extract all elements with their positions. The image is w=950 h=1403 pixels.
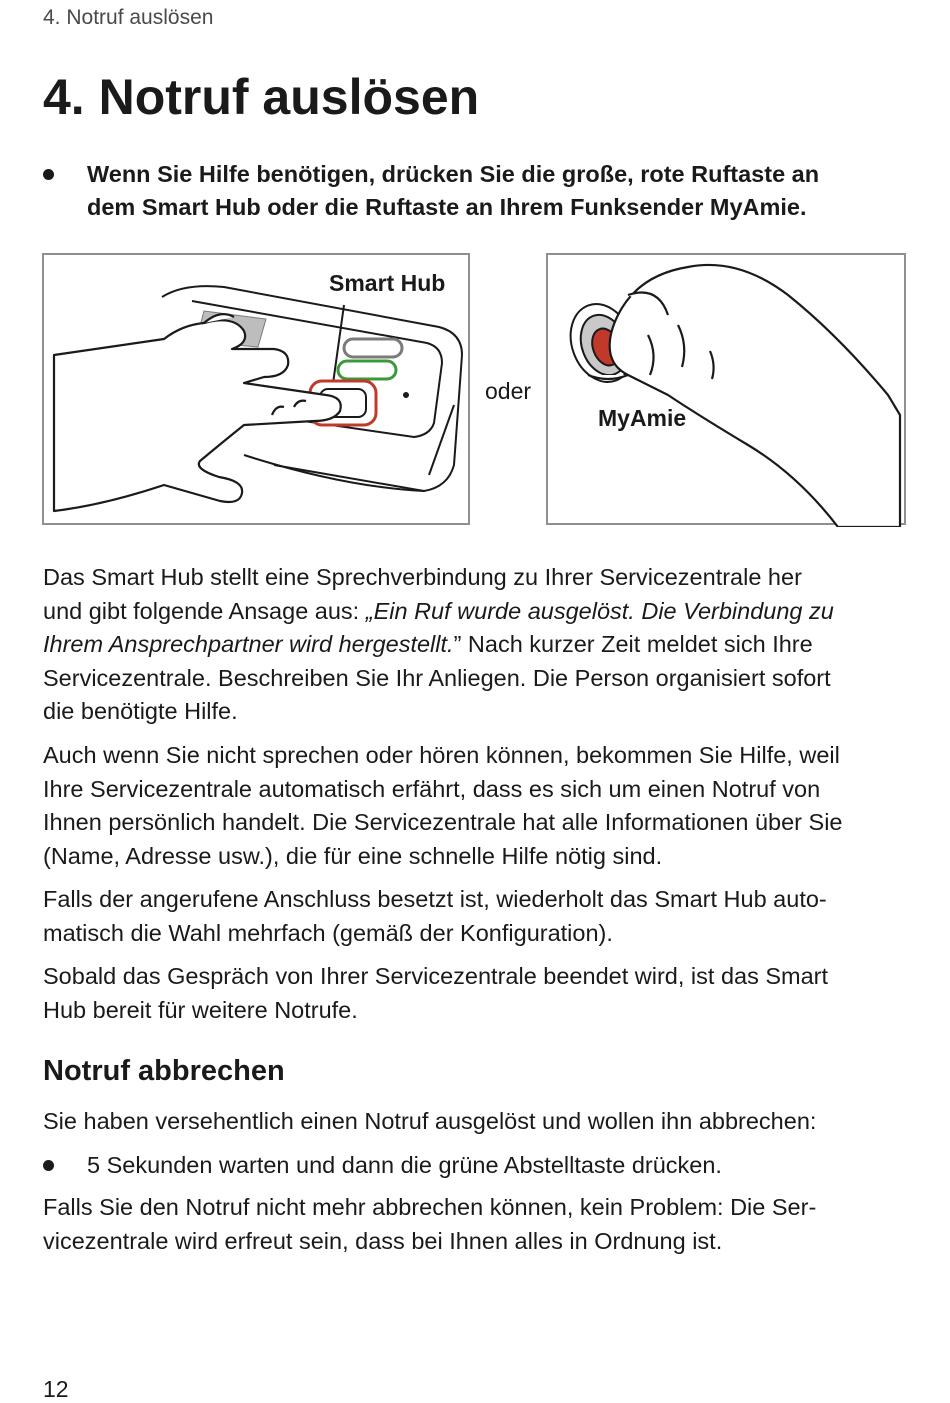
text-line — [43, 595, 908, 629]
myamie-label: MyAmie — [598, 405, 687, 431]
bullet-dot-icon — [43, 1160, 54, 1171]
page-title: 4. Notruf auslösen — [43, 69, 480, 125]
text-line: Ihnen persönlich handelt. Die Servicezentrale hat alle Informationen über Sie — [43, 809, 843, 835]
quote-italic: „Ein Ruf wurde ausgelöst. Die Verbindung zu — [365, 597, 834, 624]
running-head: 4. Notruf auslösen — [43, 6, 214, 29]
cancel-button-icon — [338, 361, 396, 379]
intro-bullet-line: Wenn Sie Hilfe benötigen, drücken Sie die große, rote Ruftaste an — [87, 161, 820, 187]
text-line — [43, 628, 908, 662]
smart-hub-label: Smart Hub — [329, 270, 446, 296]
text-line: Auch wenn Sie nicht sprechen oder hören können, bekommen Sie Hilfe, weil — [43, 742, 840, 768]
cancel-bullet — [43, 1149, 903, 1183]
text-line: Ihre Servicezentrale automatisch erfährt, dass es sich um einen Notruf von — [43, 775, 821, 802]
text-line: Hub bereit für weitere Notrufe. — [43, 996, 358, 1023]
bullet-dot-icon — [43, 169, 54, 180]
text-line: Das Smart Hub stellt eine Sprechverbindung zu Ihrer Servicezentrale her — [43, 564, 802, 590]
paragraph-announcement — [43, 561, 908, 729]
quote-italic: Ihrem Ansprechpartner wird hergestellt. — [43, 631, 454, 657]
cancel-bullet-text: 5 Sekunden warten und dann die grüne Abstelltaste drücken. — [87, 1152, 722, 1178]
text-line: Falls der angerufene Anschluss besetzt ist, wiederholt das Smart Hub auto- — [43, 886, 827, 912]
section-intro: Sie haben versehentlich einen Notruf ausgelöst und wollen ihn abbrechen: — [43, 1108, 817, 1134]
text-span: ” Nach kurzer Zeit meldet sich Ihre — [453, 631, 813, 657]
section-heading: Notruf abbrechen — [43, 1055, 285, 1087]
text-span: und gibt folgende Ansage aus: — [43, 597, 366, 624]
intro-bullet — [43, 158, 903, 224]
text-line: vicezentrale wird erfreut sein, dass bei Ihnen alles in Ordnung ist. — [43, 1227, 723, 1254]
text-line: matisch die Wahl mehrfach (gemäß der Konfiguration). — [43, 919, 613, 946]
text-line: Falls Sie den Notruf nicht mehr abbrechen können, kein Problem: Die Ser- — [43, 1194, 817, 1220]
text-line: die benötigte Hilfe. — [43, 698, 238, 724]
paragraph-busy-line — [43, 883, 908, 950]
text-line: Servicezentrale. Beschreiben Sie Ihr Anliegen. Die Person organisiert sofort — [43, 664, 831, 691]
paragraph-call-end — [43, 960, 908, 1027]
paragraph-cannot-cancel — [43, 1191, 908, 1258]
myamie-illustration — [548, 255, 908, 527]
myamie-figure — [546, 253, 906, 525]
page-number: 12 — [43, 1376, 69, 1402]
or-label: oder — [485, 378, 532, 404]
intro-bullet-line: dem Smart Hub oder die Ruftaste an Ihrem Funksender MyAmie. — [87, 194, 807, 220]
smart-hub-figure — [42, 253, 470, 525]
paragraph-silent-help — [43, 739, 908, 873]
text-line: (Name, Adresse usw.), die für eine schnelle Hilfe nötig sind. — [43, 842, 663, 869]
text-line: Sobald das Gespräch von Ihrer Servicezentrale beendet wird, ist das Smart — [43, 963, 829, 989]
